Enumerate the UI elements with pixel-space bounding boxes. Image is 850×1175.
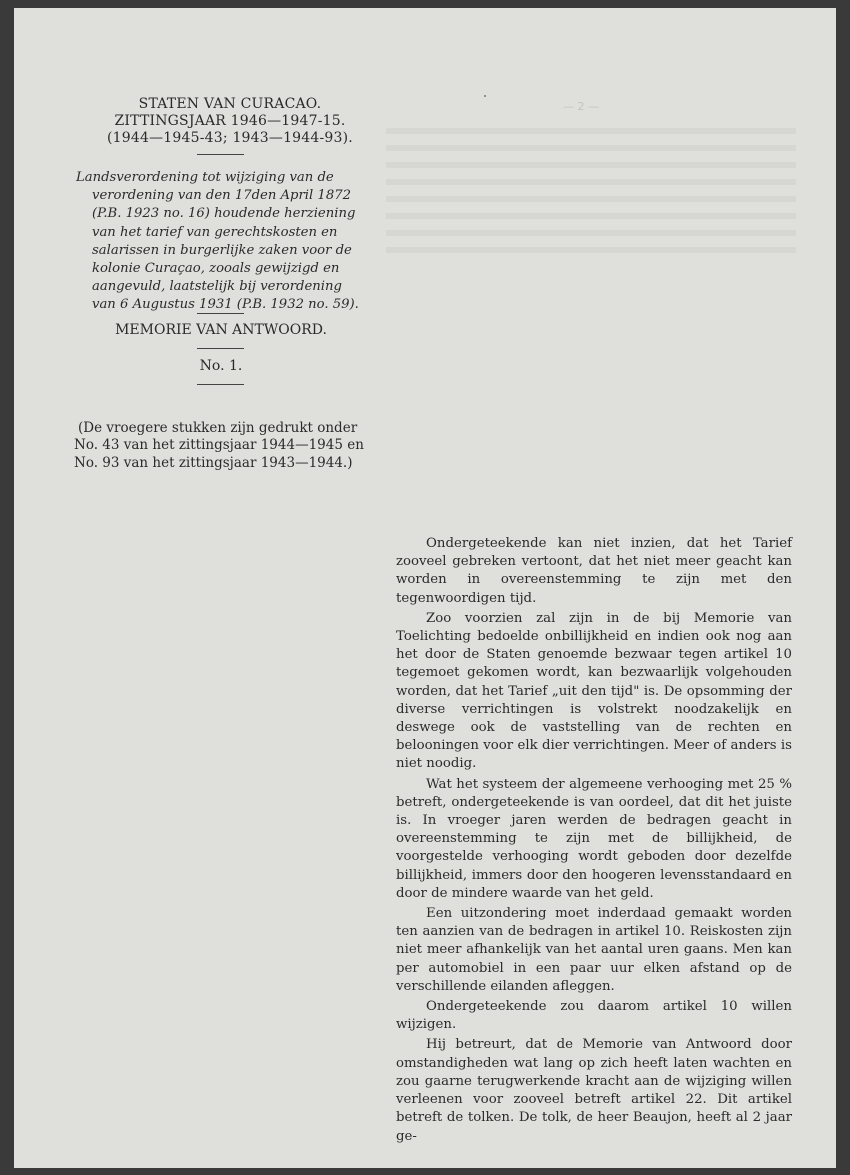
divider xyxy=(197,384,244,385)
divider xyxy=(197,348,244,349)
bleed-through: — 2 — xyxy=(563,100,599,113)
subject-line: (P.B. 1923 no. 16) houdende herziening xyxy=(92,206,356,222)
bleed-through xyxy=(386,128,796,258)
body-paragraph: Een uitzondering moet inderdaad gemaakt worden ten aanzien van de bedragen in artikel 10. Reiskosten zijn niet meer afhankelijk van het aantal uren gaans. Men kan per automobiel in een paar uur elken afstand op de verschillende eilanden afleggen. xyxy=(396,906,792,994)
doc-type-heading: MEMORIE VAN ANTWOORD. xyxy=(115,322,327,338)
subject-line: Landsverordening tot wijziging van de xyxy=(76,170,334,185)
paper-speck xyxy=(484,95,486,97)
subject-block xyxy=(76,169,362,315)
body-paragraph: Zoo voorzien zal zijn in de bij Memorie van Toelichting bedoelde onbillijkheid en indien ook nog aan het door de Staten genoemde bezwaar tegen artikel 10 tegemoet gekomen wordt, kan bezwaarlijk volgehouden worden, dat het Tarief „uit den tijd" is. De opsomming der diverse verrichtingen is volstrekt noodzakelijk en deswege ook de vaststelling van de rechten en belooningen voor elk dier verrichtingen. Meer of anders is niet noodig. xyxy=(396,610,792,772)
subject-line: verordening van den 17den April 1872 xyxy=(92,188,351,204)
divider xyxy=(197,313,244,314)
subject-line: van het tarief van gerechtskosten en xyxy=(92,224,338,240)
document-page xyxy=(14,8,836,1168)
subject-line: van 6 Augustus 1931 (P.B. 1932 no. 59). xyxy=(92,297,359,313)
body-paragraph: Ondergeteekende zou daarom artikel 10 willen wijzigen. xyxy=(396,999,792,1033)
header-line-3: (1944—1945-43; 1943—1944-93). xyxy=(107,130,353,146)
divider xyxy=(197,154,244,155)
body-paragraph: Hij betreurt, dat de Memorie van Antwoord door omstandigheden wat lang op zich heeft laten wachten en zou gaarne terugwerkende kracht aan de wijziging willen verleenen voor zooveel betreft artikel 22. Dit artikel betreft de tolken. De tolk, de heer Beaujon, heeft al 2 jaar ge- xyxy=(396,1037,792,1144)
document-header xyxy=(84,96,376,147)
note-line: No. 93 van het zittingsjaar 1943—1944.) xyxy=(74,454,353,471)
subject-line: kolonie Curaçao, zooals gewijzigd en xyxy=(92,261,340,277)
header-line-1: STATEN VAN CURACAO. xyxy=(138,96,322,112)
doc-number: No. 1. xyxy=(199,358,243,374)
subject-line: salarissen in burgerlijke zaken voor de xyxy=(92,242,352,258)
header-line-2: ZITTINGSJAAR 1946—1947-15. xyxy=(114,113,346,129)
body-paragraph: Wat het systeem der algemeene verhooging met 25 % betreft, ondergeteekende is van oordeel, dat dit het juiste is. In vroeger jaren werden de bedragen geacht in overeenstemming te zijn met de billijkheid, de voorgestelde verhooging wordt geboden door dezelfde billijkheid, immers door den hoogeren levensstandaard en door de mindere waarde van het geld. xyxy=(396,776,792,901)
note-line: No. 43 van het zittingsjaar 1944—1945 en xyxy=(74,437,364,454)
body-text xyxy=(396,535,792,1148)
prior-documents-note xyxy=(74,420,374,472)
body-paragraph: Ondergeteekende kan niet inzien, dat het Tarief zooveel gebreken vertoont, dat het niet meer geacht kan worden in overeenstemming te zijn met den tegenwoordigen tijd. xyxy=(396,536,792,606)
note-line: (De vroegere stukken zijn gedrukt onder xyxy=(78,420,358,436)
subject-line: aangevuld, laatstelijk bij verordening xyxy=(92,279,342,295)
